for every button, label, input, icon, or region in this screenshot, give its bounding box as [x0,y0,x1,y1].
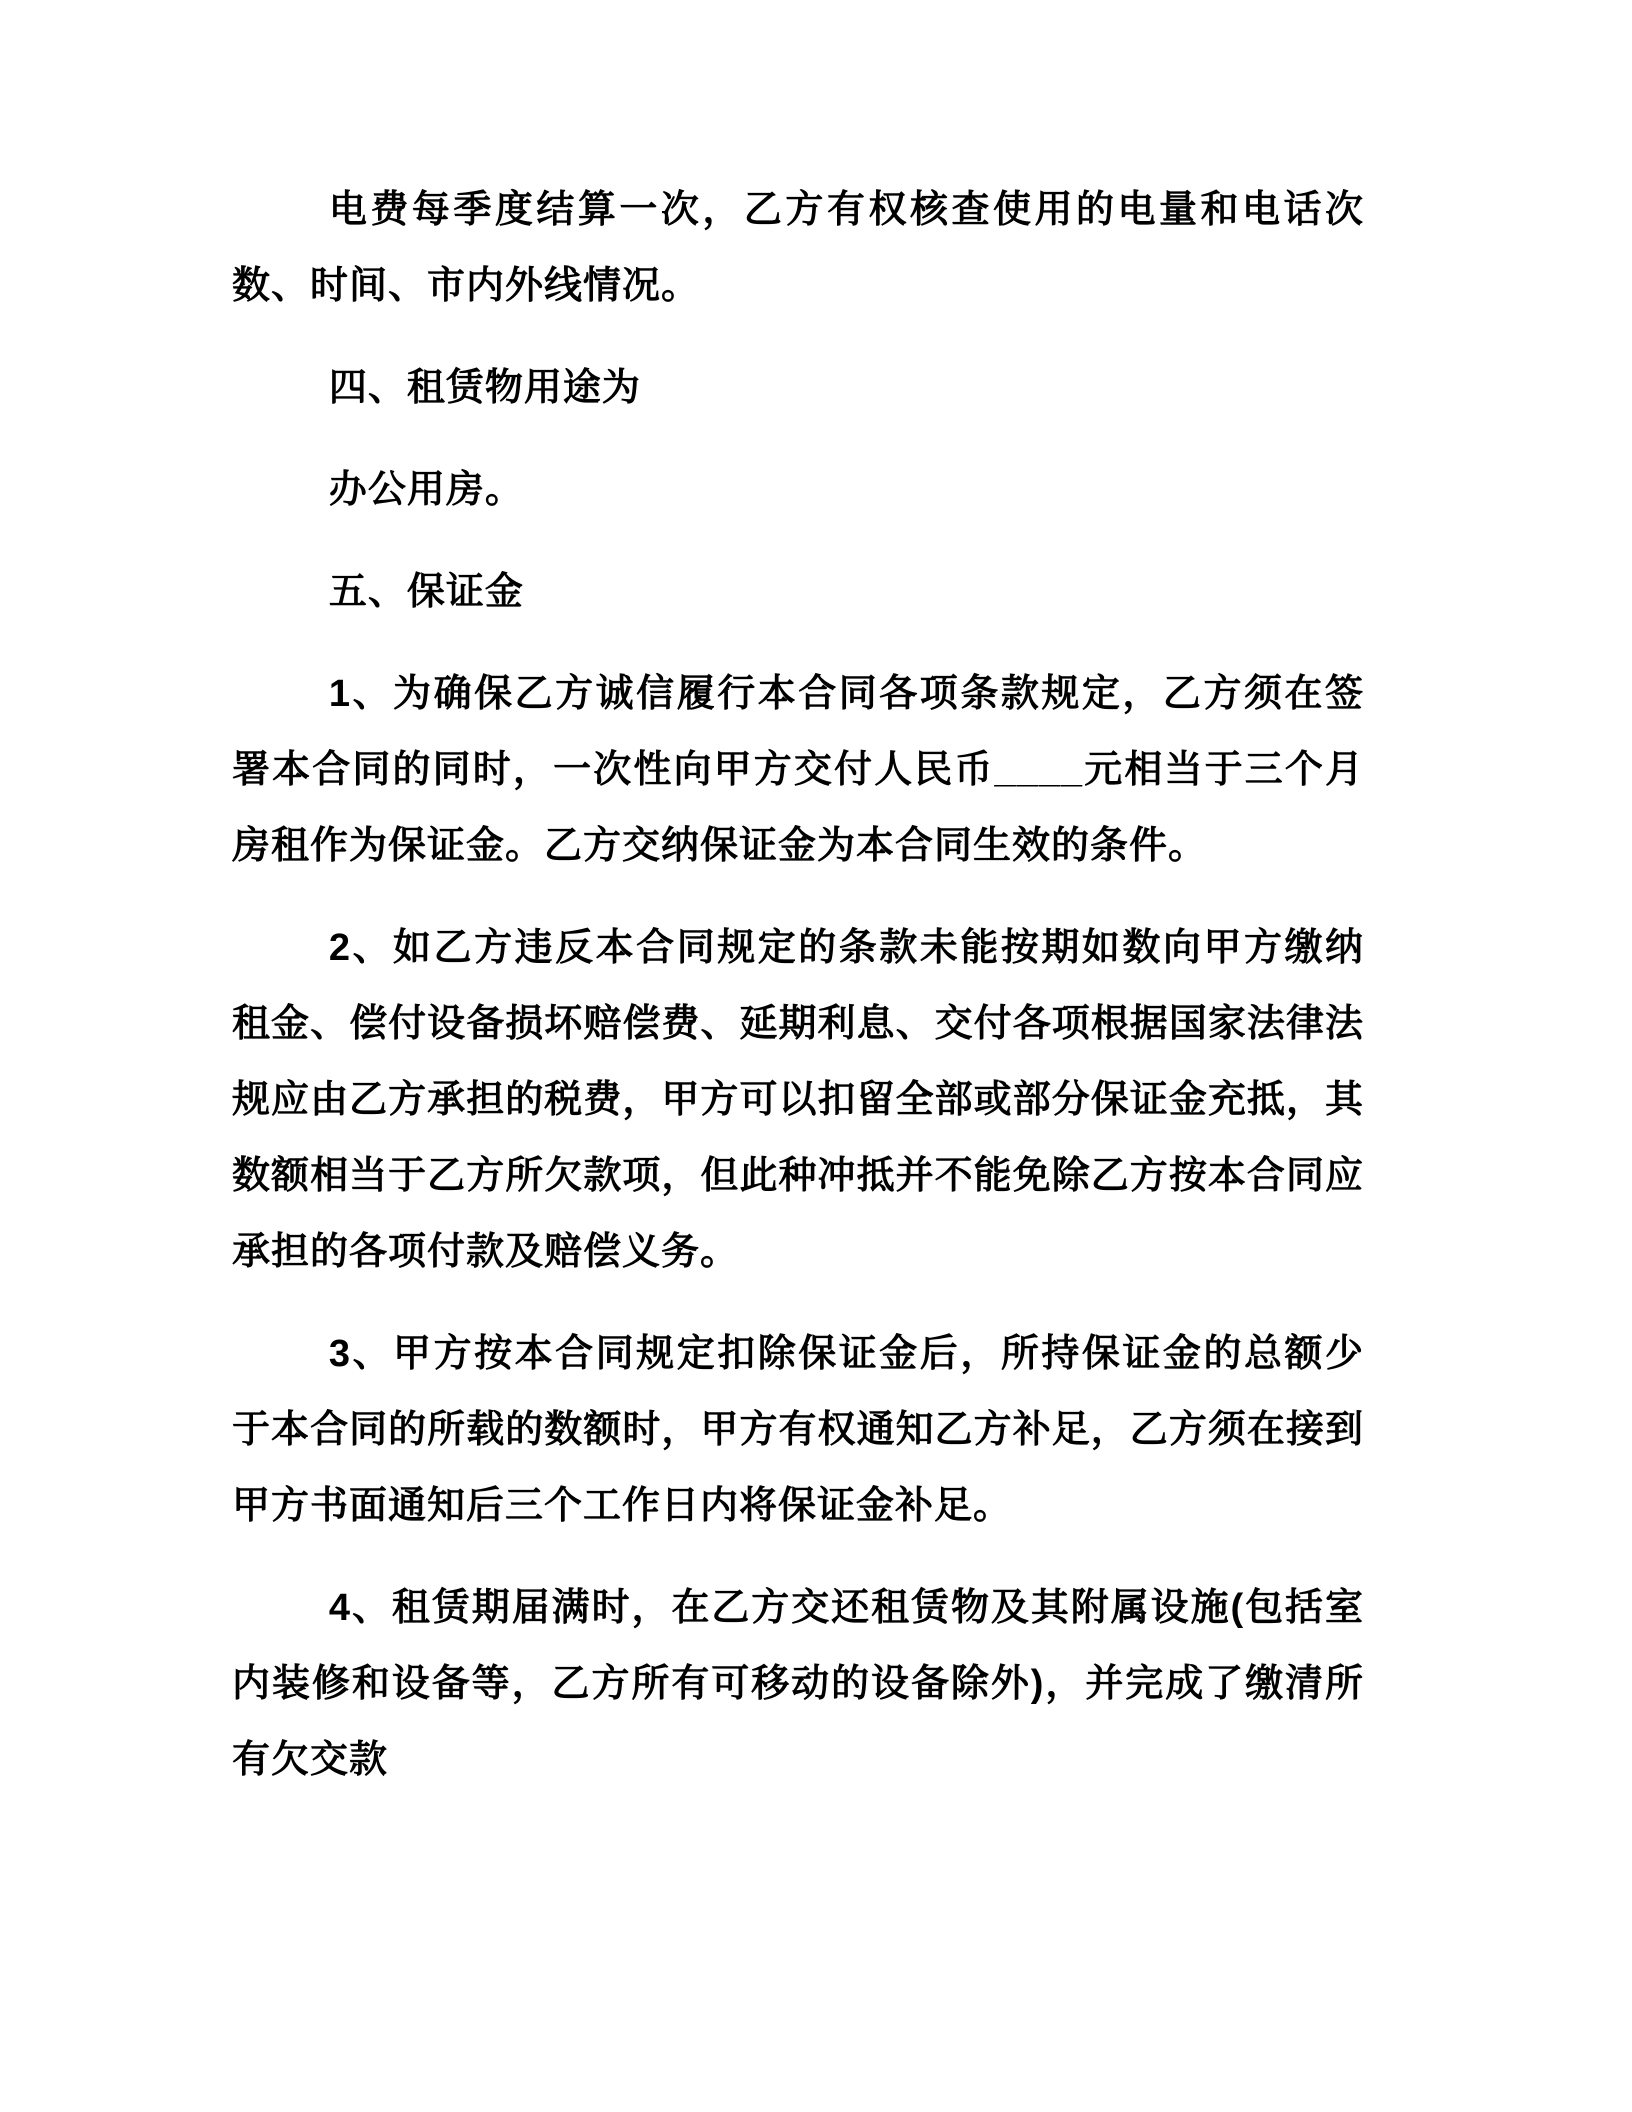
document-body [232,172,1364,1798]
section-heading-four-purpose: 四、租赁物用途为 [328,367,641,409]
clause-1-deposit-payment: 1、为确保乙方诚信履行本合同各项条款规定，乙方须在签署本合同的同时，一次性向甲方交付人民币____元相当于三个月房租作为保证金。乙方交纳保证金为本合同生效的条件。 [232,673,1364,867]
section-heading-five-deposit: 五、保证金 [328,571,524,613]
clause-2-deposit-deduction: 2、如乙方违反本合同规定的条款未能按期如数向甲方缴纳租金、偿付设备损坏赔偿费、延期利息、交付各项根据国家法律法规应由乙方承担的税费，甲方可以扣留全部或部分保证金充抵，其数额相当于乙方所欠款项，但此种冲抵并不能免除乙方按本合同应承担的各项付款及赔偿义务。 [232,927,1364,1273]
paragraph-office-use: 办公用房。 [328,469,524,511]
clause-3-deposit-replenish: 3、甲方按本合同规定扣除保证金后，所持保证金的总额少于本合同的所载的数额时，甲方有权通知乙方补足，乙方须在接到甲方书面通知后三个工作日内将保证金补足。 [232,1333,1364,1527]
clause-4-lease-expiry: 4、租赁期届满时，在乙方交还租赁物及其附属设施(包括室内装修和设备等，乙方所有可移动的设备除外)，并完成了缴清所有欠交款 [232,1587,1364,1781]
paragraph-utilities-clause: 电费每季度结算一次，乙方有权核查使用的电量和电话次数、时间、市内外线情况。 [232,189,1364,307]
